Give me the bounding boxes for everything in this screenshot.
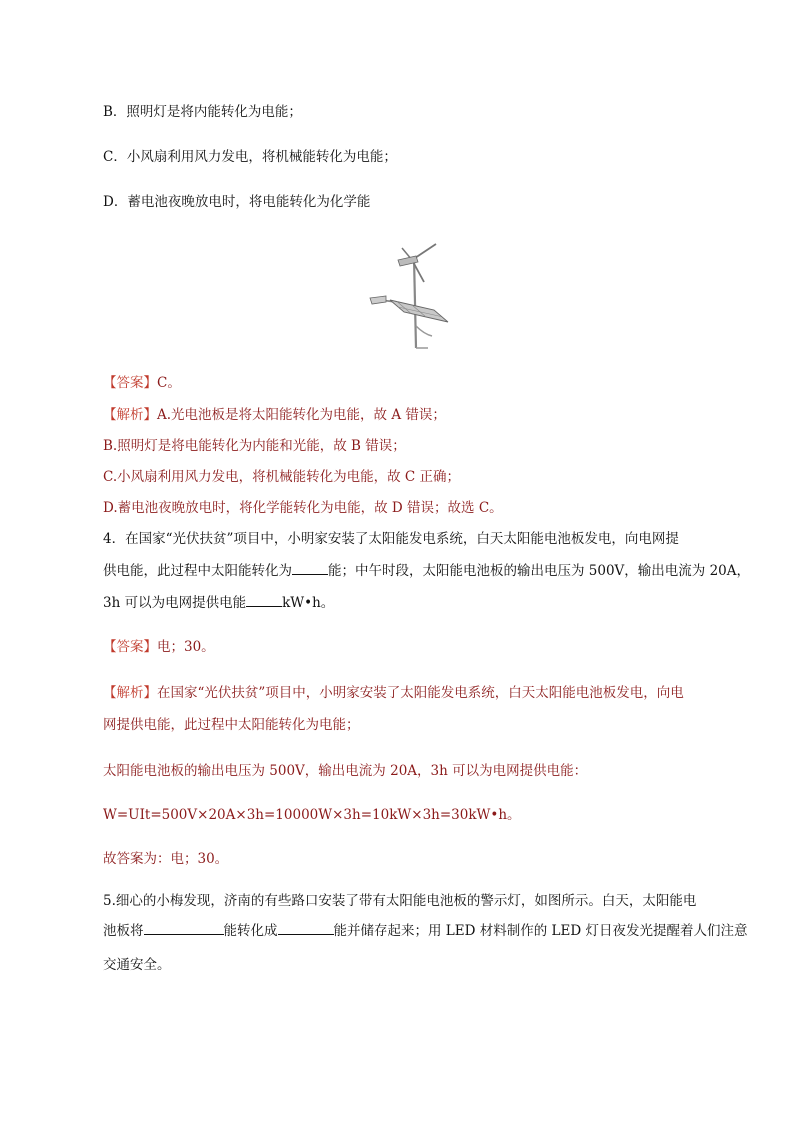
q3-analysis-line-3: C.小风扇利用风力发电，将机械能转化为电能，故 C 正确； — [103, 469, 461, 485]
q4-analysis-line-2: 网提供电能，此过程中太阳能转化为电能； — [103, 717, 360, 733]
q5-question-line-3: 交通安全。 — [103, 957, 171, 973]
q4-analysis-line-3: 太阳能电池板的输出电压为 500V，输出电流为 20A，3h 可以为电网提供电能： — [103, 763, 588, 779]
option-d: D．蓄电池夜晚放电时，将电能转化为化学能 — [103, 194, 371, 210]
answer-tag: 【答案】 — [103, 639, 157, 655]
analysis-tag: 【解析】 — [103, 407, 157, 423]
q4-text: kW•h。 — [282, 595, 335, 611]
q3-answer — [103, 374, 181, 392]
answer-blank — [278, 922, 334, 935]
q4-text: 能；中午时段，太阳能电池板的输出电压为 500V，输出电流为 20A， — [328, 563, 751, 579]
q4-question-line-1: 4．在国家“光伏扶贫”项目中，小明家安装了太阳能发电系统，白天太阳能电池板发电，向电网提 — [103, 531, 679, 547]
q4-question-line-3 — [103, 594, 334, 612]
answer-text: C。 — [157, 375, 181, 391]
q4-text: 3h 可以为电网提供电能 — [103, 595, 247, 611]
q4-conclusion: 故答案为：电；30。 — [103, 851, 229, 867]
analysis-text: 在国家“光伏扶贫”项目中，小明家安装了太阳能发电系统，白天太阳能电池板发电，向电 — [157, 685, 684, 701]
analysis-tag: 【解析】 — [103, 685, 157, 701]
q4-answer — [103, 638, 215, 656]
answer-tag: 【答案】 — [103, 375, 157, 391]
q4-formula: W=UIt=500V×20A×3h=10000W×3h=10kW×3h=30kW•h。 — [103, 807, 521, 823]
q3-analysis-line-4: D.蓄电池夜晚放电时，将化学能转化为电能，故 D 错误；故选 C。 — [103, 500, 503, 516]
answer-text: 电；30。 — [157, 639, 215, 655]
q5-text: 能并储存起来；用 LED 材料制作的 LED 灯日夜发光提醒着人们注意 — [333, 923, 748, 939]
answer-blank — [292, 562, 328, 575]
q4-question-line-2 — [103, 562, 750, 580]
q4-text: 供电能，此过程中太阳能转化为 — [103, 563, 292, 579]
q5-text: 池板将 — [103, 923, 144, 939]
option-c: C．小风扇利用风力发电，将机械能转化为电能； — [103, 149, 397, 165]
solar-wind-street-light-icon — [362, 238, 458, 350]
answer-blank — [246, 594, 282, 607]
answer-blank — [144, 922, 224, 935]
q3-analysis-line-1 — [103, 406, 446, 424]
q3-analysis-line-2: B.照明灯是将电能转化为内能和光能，故 B 错误； — [103, 438, 406, 454]
q5-question-line-2 — [103, 922, 747, 940]
analysis-text: A.光电池板是将太阳能转化为电能，故 A 错误； — [157, 407, 446, 423]
option-b: B．照明灯是将内能转化为电能； — [103, 104, 302, 120]
q5-text: 能转化成 — [223, 923, 278, 939]
q4-analysis-line-1 — [103, 684, 684, 702]
q5-question-line-1: 5.细心的小梅发现，济南的有些路口安装了带有太阳能电池板的警示灯，如图所示。白天，太阳能电 — [103, 893, 697, 909]
